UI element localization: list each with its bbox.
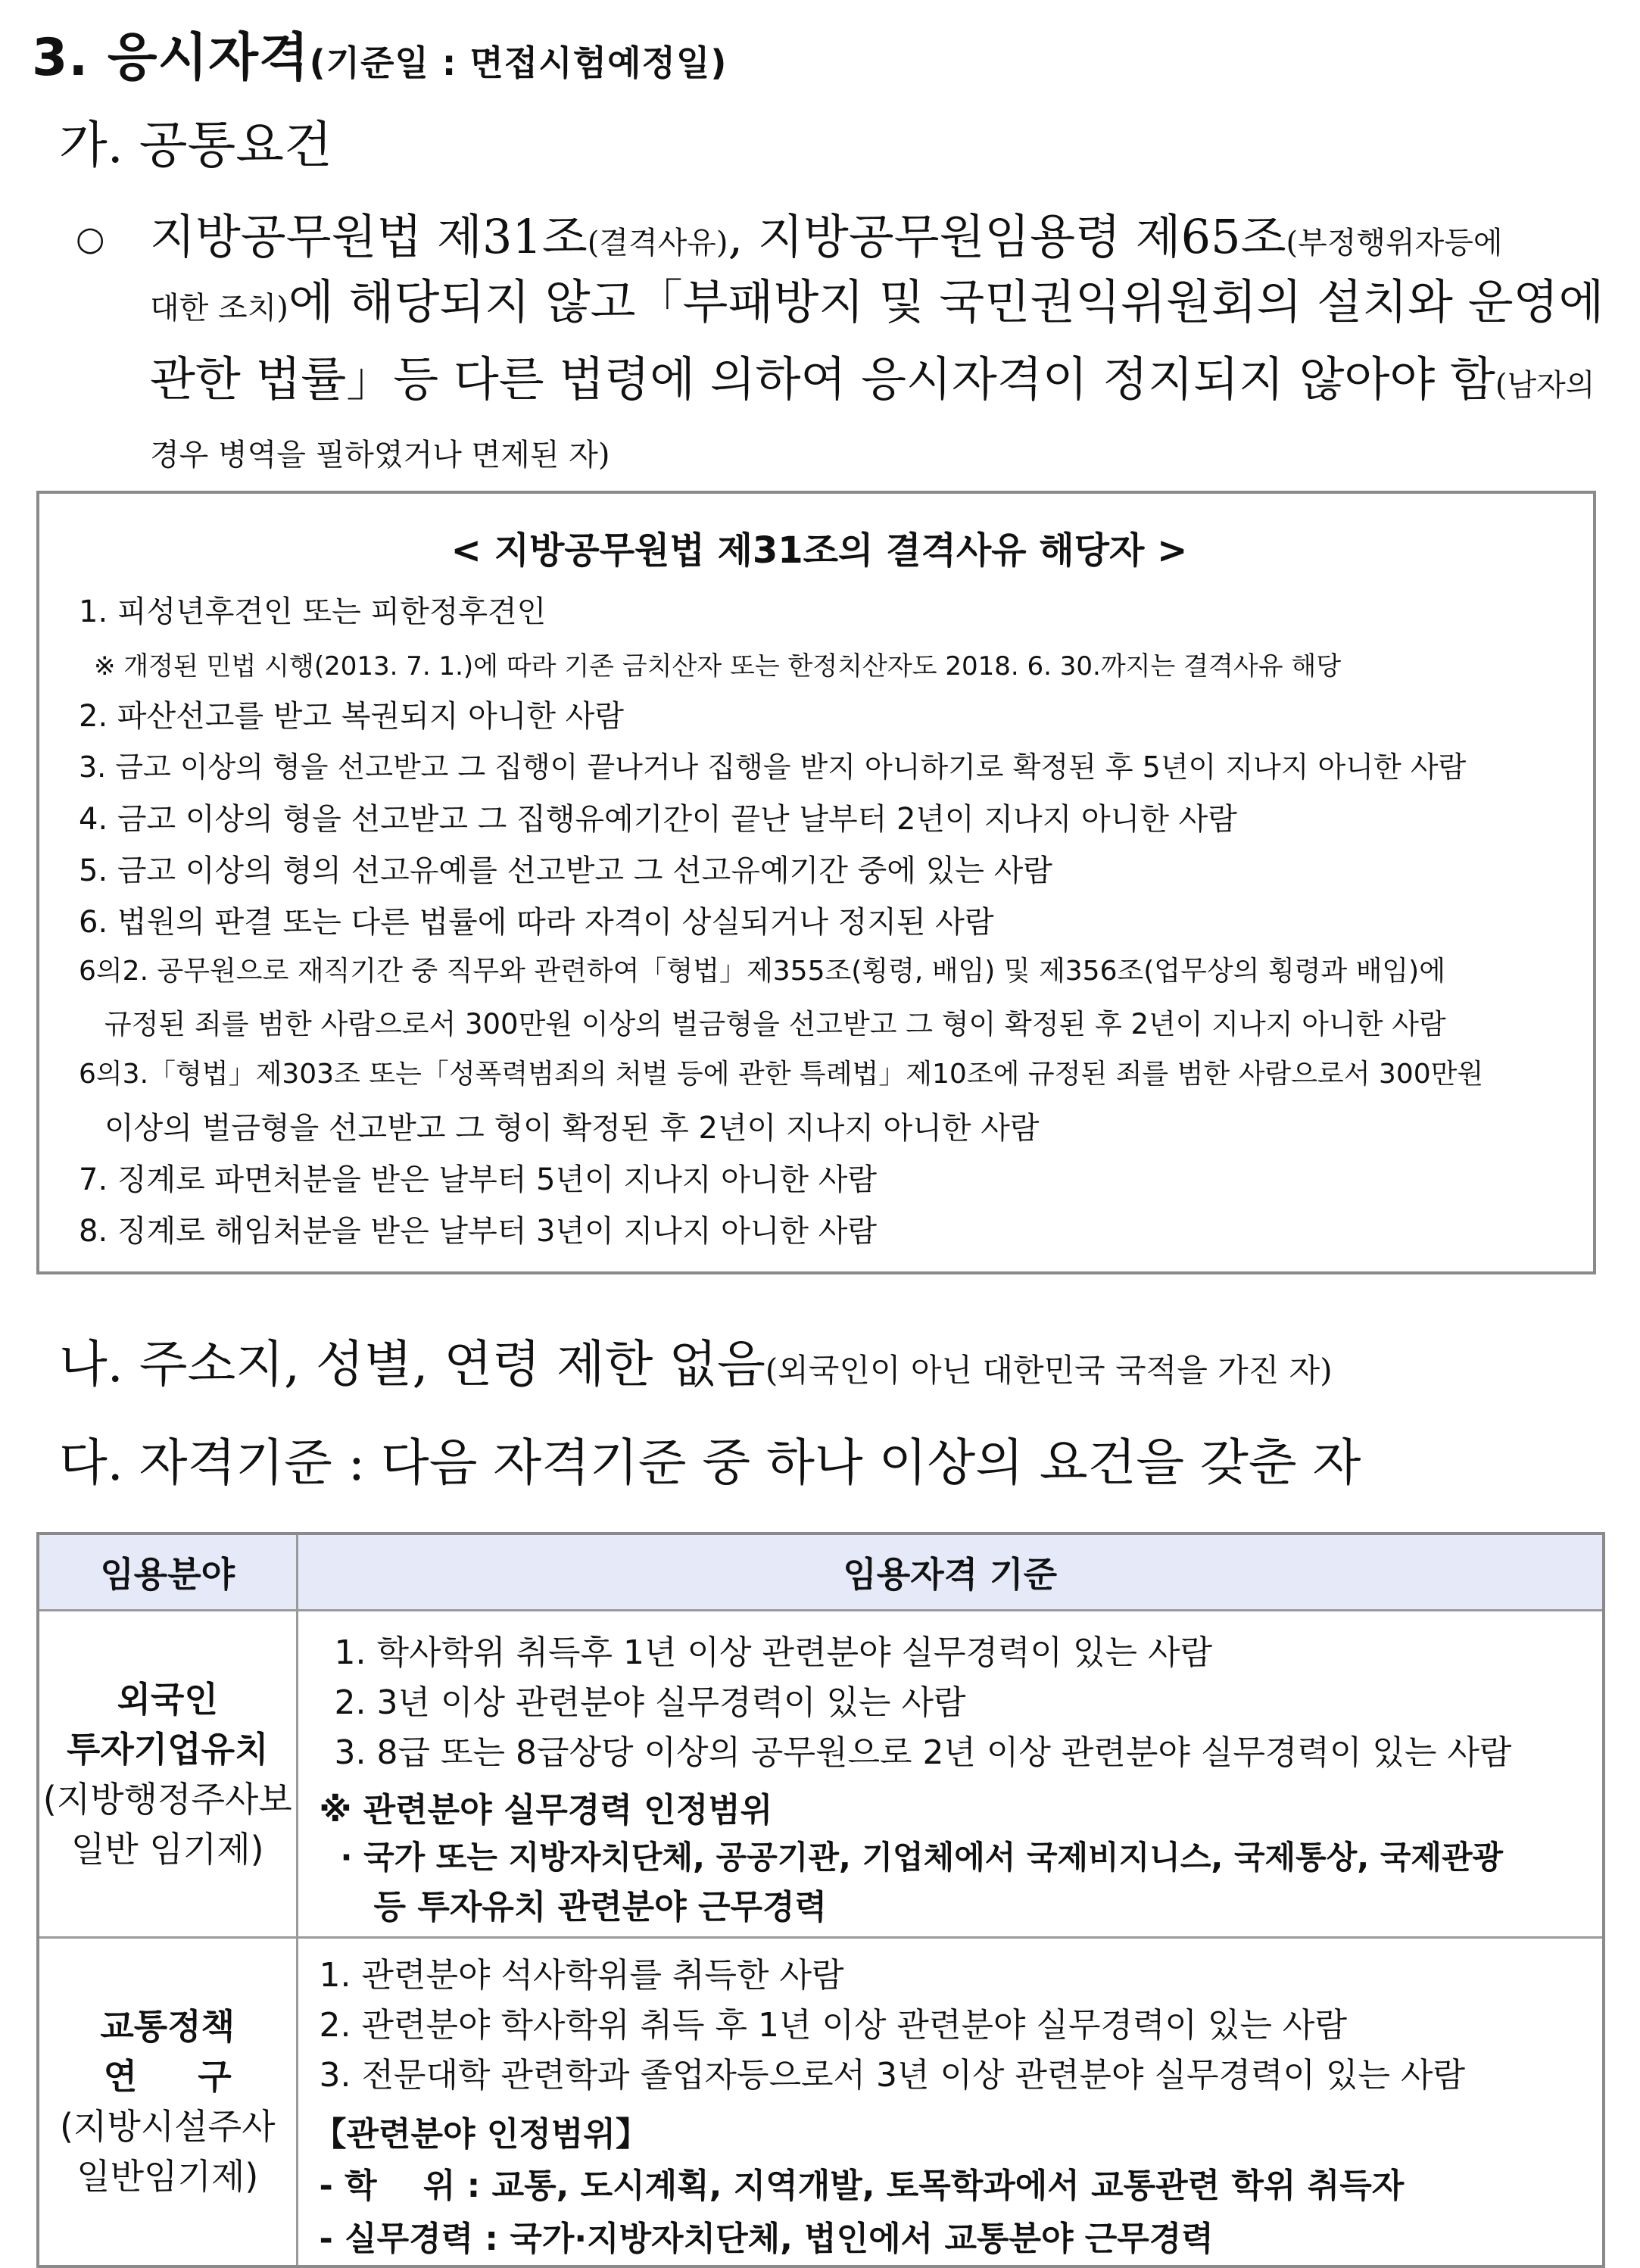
- box-item-6-2-cont: 규정된 죄를 범한 사람으로서 300만원 이상의 벌금형을 선고받고 그 형이 확정된 후 2년이 지나지 아니한 사람: [104, 1008, 1446, 1040]
- paragraph-line-4: 경우 병역을 필하였거나 면제된 자): [150, 438, 610, 473]
- paragraph-line-2: 대한 조치)에 해당되지 않고「부패방지 및 국민권익위원회의 설치와 운영에: [150, 274, 1604, 329]
- heading-qualification-criteria: 다. 자격기준 : 다음 자격기준 중 하나 이상의 요건을 갖춘 자: [59, 1433, 1361, 1492]
- table-row: [38, 1611, 1604, 1938]
- field-cell-foreign-investment: 외국인 투자기업유치 (지방행정주사보 일반 임기제): [38, 1611, 297, 1938]
- header-criteria: 임용자격 기준: [297, 1533, 1604, 1611]
- box-item-3: 3. 금고 이상의 형을 선고받고 그 집행이 끝나거나 집행을 받지 아니하기로 확정된 후 5년이 지나지 아니한 사람: [79, 750, 1467, 784]
- paragraph-line-1: 지방공무원법 제31조(결격사유), 지방공무원임용령 제65조(부정행위자등에: [150, 209, 1503, 264]
- criteria-cell-foreign-investment: 1. 학사학위 취득후 1년 이상 관련분야 실무경력이 있는 사람 2. 3년 이상 관련분야 실무경력이 있는 사람 3. 8급 또는 8급상당 이상의 공무원으로 2년 이상 관련분야 실무경력이 있는 사람 ※ 관련분야 실무경력 인정범위 · 국가 또는 지방자치단체, 공공기관, 기업체에서 국제비지니스, 국제통상, 국제관광 등 투자유치 관련분야 근무경력: [297, 1611, 1604, 1938]
- header-field: 임용분야: [38, 1533, 297, 1611]
- bullet-circle: ○: [76, 220, 105, 258]
- box-item-2: 2. 파산선고를 받고 복권되지 아니한 사람: [79, 699, 624, 734]
- box-note: ※ 개정된 민법 시행(2013. 7. 1.)에 따라 기존 금치산자 또는 한정치산자도 2018. 6. 30.까지는 결격사유 해당: [94, 651, 1342, 682]
- heading-common-requirements: 가. 공통요건: [59, 116, 332, 174]
- section-title: [32, 17, 727, 90]
- table-row: [38, 1938, 1604, 2266]
- box-item-7: 7. 징계로 파면처분을 받은 날부터 5년이 지나지 아니한 사람: [79, 1162, 878, 1197]
- qualification-table: [36, 1532, 1605, 2268]
- nationality-note: (외국인이 아닌 대한민국 국적을 가진 자): [765, 1352, 1333, 1389]
- disqualification-box: [36, 491, 1596, 1274]
- box-item-5: 5. 금고 이상의 형의 선고유예를 선고받고 그 선고유예기간 중에 있는 사람: [79, 853, 1052, 888]
- field-cell-traffic-policy: 교통정책 연 구 (지방시설주사 일반임기제): [38, 1938, 297, 2266]
- box-item-4: 4. 금고 이상의 형을 선고받고 그 집행유예기간이 끝난 날부터 2년이 지나지 아니한 사람: [79, 802, 1237, 837]
- box-item-6-3: 6의3.「형법」제303조 또는「성폭력범죄의 처벌 등에 관한 특례법」제10조에 규정된 죄를 범한 사람으로서 300만원: [79, 1059, 1484, 1090]
- paragraph-line-3: 관한 법률」등 다른 법령에 의하여 응시자격이 정지되지 않아야 함(남자의: [150, 351, 1595, 407]
- box-item-8: 8. 징계로 해임처분을 받은 날부터 3년이 지나지 아니한 사람: [79, 1214, 878, 1249]
- box-item-6: 6. 법원의 판결 또는 다른 법률에 따라 자격이 상실되거나 정지된 사람: [79, 905, 994, 940]
- heading-no-restrictions: 나. 주소지, 성별, 연령 제한 없음(외국인이 아닌 대한민국 국적을 가진 자): [59, 1335, 1333, 1393]
- box-title: < 지방공무원법 제31조의 결격사유 해당자 >: [451, 529, 1188, 572]
- box-item-1: 1. 피성년후견인 또는 피한정후견인: [79, 594, 547, 629]
- criteria-cell-traffic-policy: 1. 관련분야 석사학위를 취득한 사람 2. 관련분야 학사학위 취득 후 1년 이상 관련분야 실무경력이 있는 사람 3. 전문대학 관련학과 졸업자등으로서 3년 이상 관련분야 실무경력이 있는 사람 【관련분야 인정범위】 - 학 위 : 교통, 도시계획, 지역개발, 토목학과에서 교통관련 학위 취득자 - 실무경력 : 국가·지방자치단체, 법인에서 교통분야 근무경력: [297, 1938, 1604, 2266]
- section-title-text: 3. 응시자격: [32, 28, 310, 88]
- box-item-6-3-cont: 이상의 벌금형을 선고받고 그 형이 확정된 후 2년이 지나지 아니한 사람: [104, 1111, 1040, 1146]
- section-subtitle: (기준일 : 면접시험예정일): [309, 42, 728, 83]
- table-header-row: [38, 1533, 1604, 1611]
- box-item-6-2: 6의2. 공무원으로 재직기간 중 직무와 관련하여「형법」제355조(횡령, 배임) 및 제356조(업무상의 횡령과 배임)에: [79, 956, 1445, 987]
